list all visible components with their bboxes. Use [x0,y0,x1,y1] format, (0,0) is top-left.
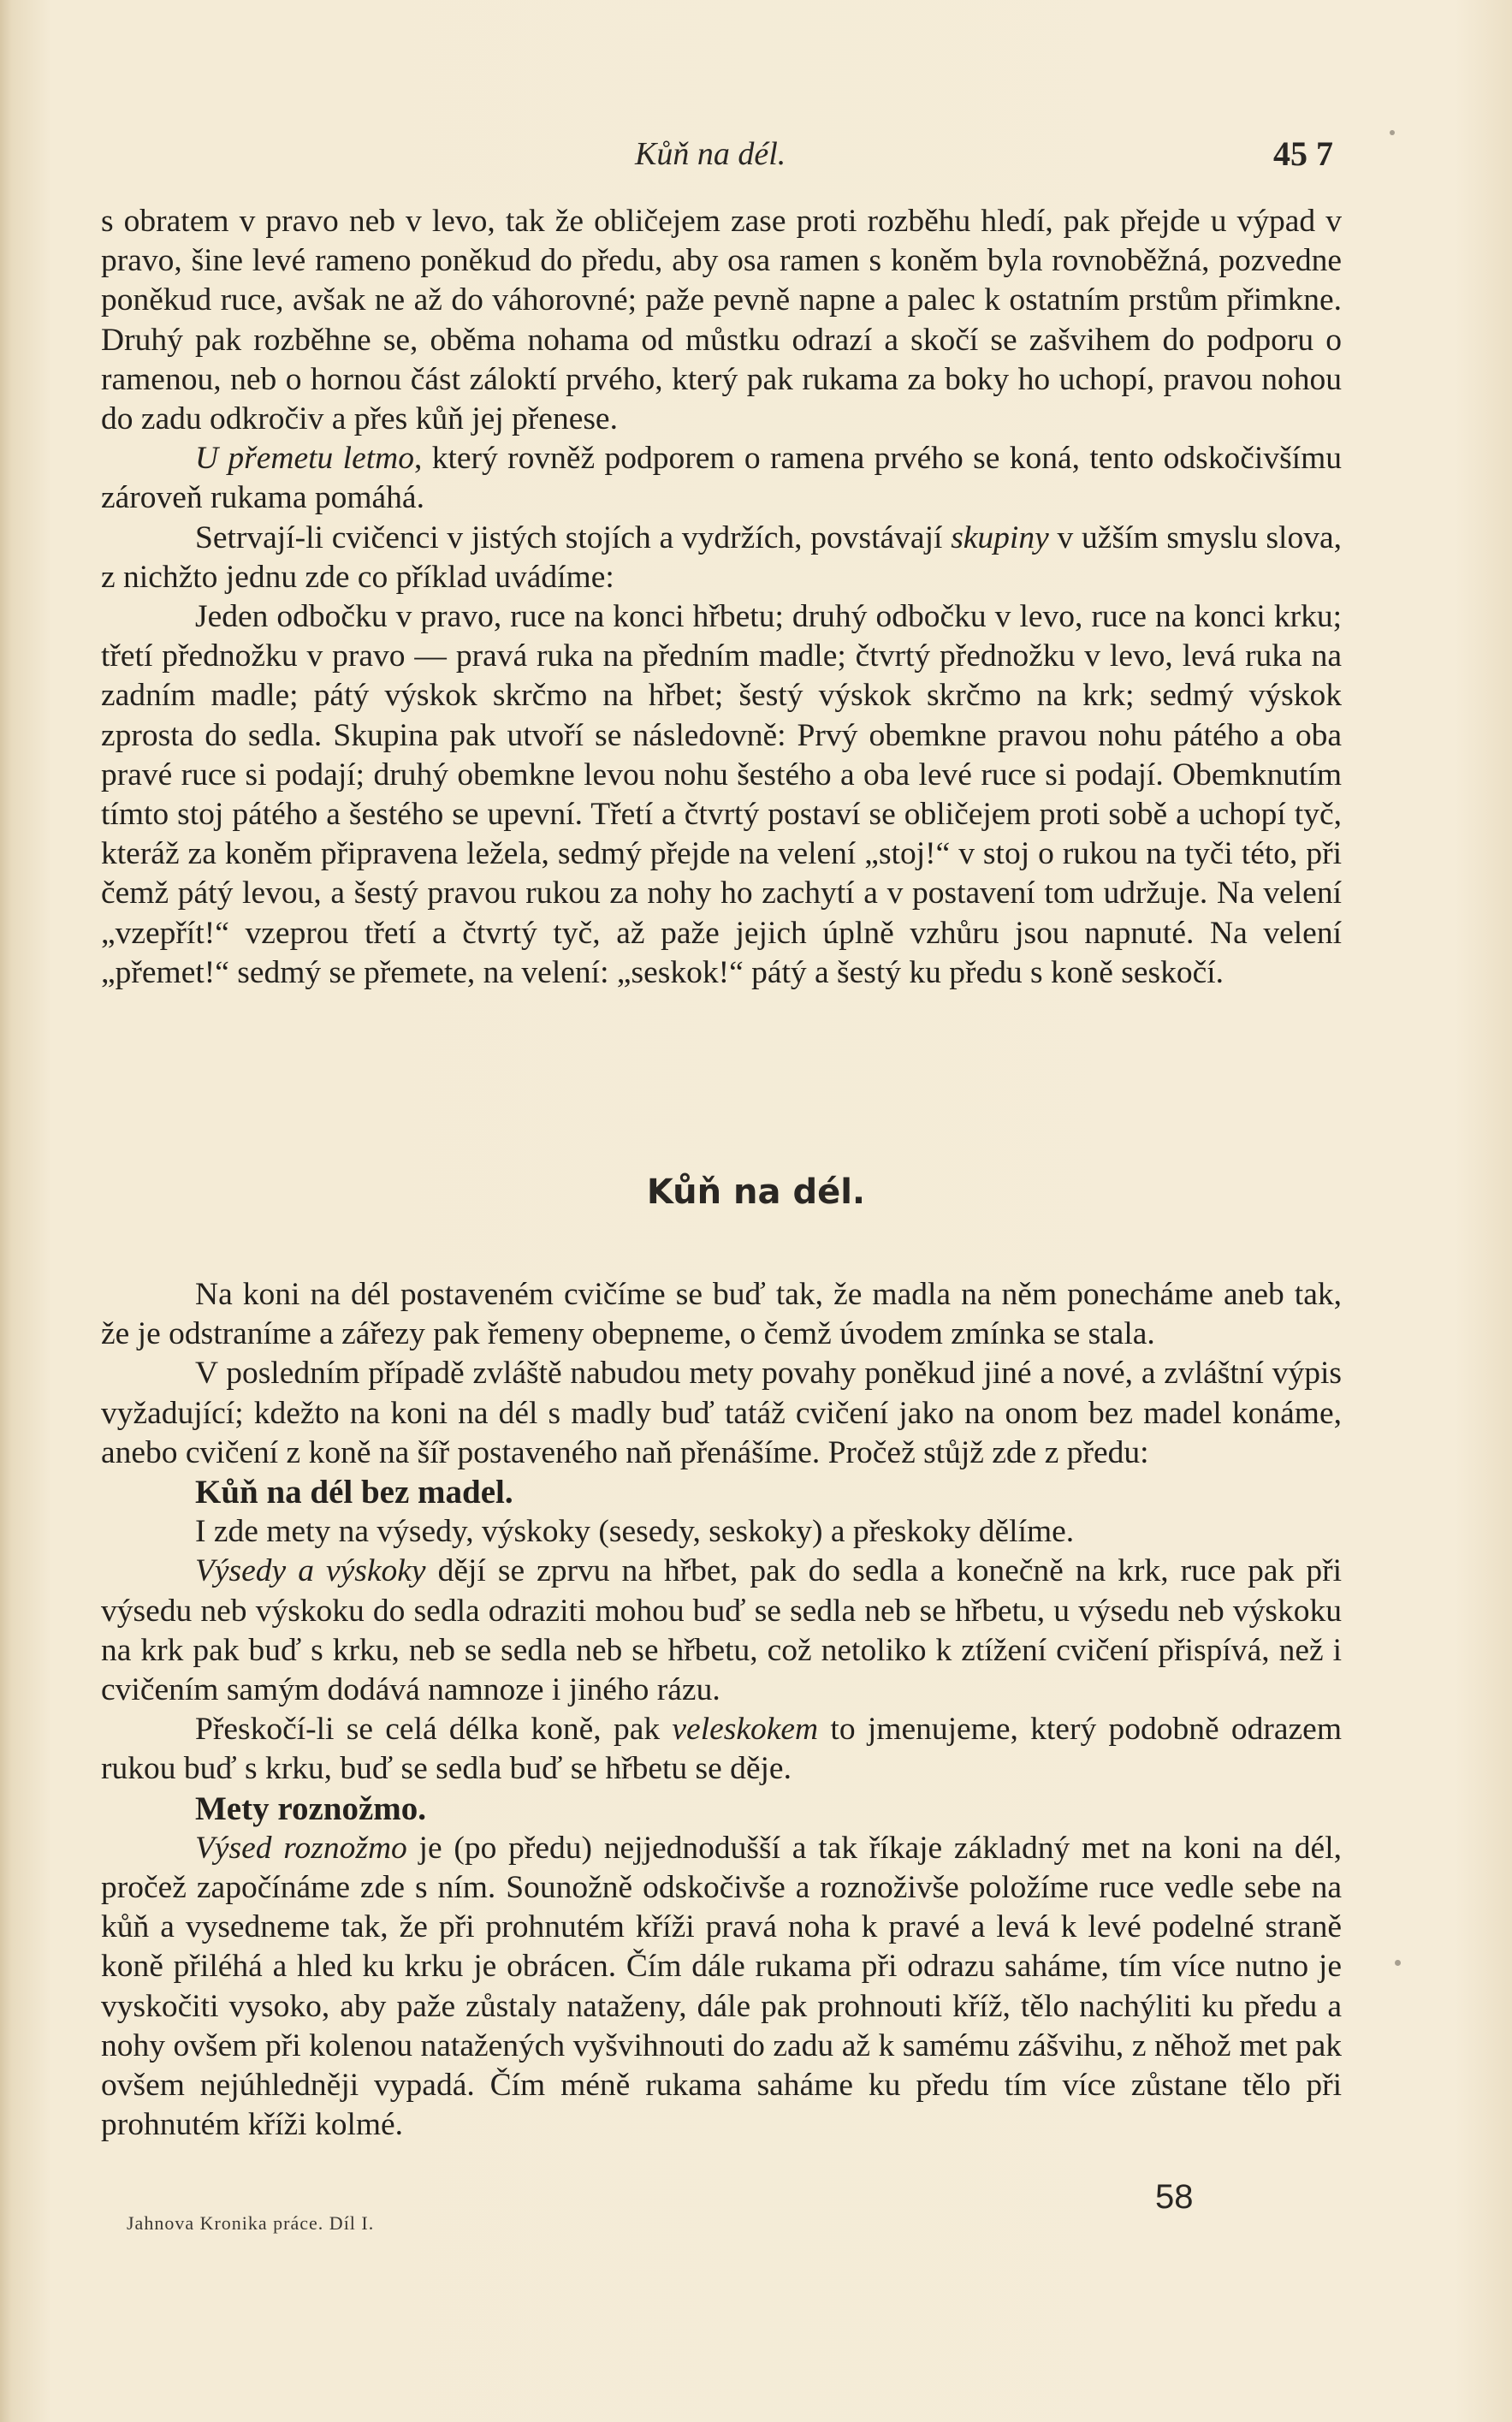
paragraph [101,519,1342,597]
paragraph [101,1829,1342,2146]
italic-term: skupiny [951,519,1049,555]
page-footer [0,2178,1512,2247]
printer-signature: Jahnova Kronika práce. Díl I. [127,2212,375,2234]
section-heading: Kůň na dél. [646,1172,866,1212]
paragraph: I zde mety na výsedy, výskoky (sesedy, seskoky) a přeskoky dělíme. [195,1514,1075,1550]
paragraph [101,1710,1342,1789]
paragraph-text: je (po předu) nejjednodušší a tak říkaje základný met na koni na dél, pročež započínáme zde s ním. Sounožně odskočivše a roznoživše položíme ruce vedle sebe na kůň a vysedneme tak, že při prohnutém kříži pravá noha k pravé a levá k levé podelné straně koně přiléhá a hled ku krku je obrácen. Čím dále rukama při odrazu saháme, tím více nutno je vyskočiti vysoko, aby paže zůstaly nataženy, dále pak prohnouti kříž, tělo nachýliti ku předu a nohy ovšem při kolenou natažených vyšvihnouti do zadu až k samému zášvihu, z něhož met pak ovšem nejúhledněji vypadá. Čím méně rukama saháme ku předu tím více zůstane tělo při prohnutém kříži kolmé. [101,1830,1342,2143]
paragraph: Na koni na dél postaveném cvičíme se buď tak, že madla na něm ponecháme aneb tak, že je odstraníme a zářezy pak řemeny obepneme, o čemž úvodem zmínka se stala. [101,1277,1342,1352]
italic-term: Výsed roznožmo [195,1830,407,1866]
italic-term: veleskokem [672,1712,819,1748]
running-title: Kůň na dél. [635,136,786,172]
italic-term: U přemetu letmo [195,441,414,477]
text-block-bottom [101,1275,1342,2145]
paragraph-text: dějí se zprvu na hřbet, pak do sedla a konečně na krk, ruce pak při výsedu neb výskoku do sedla odraziti mohou buď se sedla neb se hřbetu, u výsedu neb výskoku na krk pak buď s krku, neb se sedla neb se hřbetu, což netoliko k ztížení cvičení přispívá, než i cvičením samým dodává namnoze i jiného rázu. [101,1553,1343,1708]
paragraph: s obratem v pravo neb v levo, tak že obličejem zase proti rozběhu hledí, pak přejde u výpad v pravo, šine levé rameno poněkud do předu, aby osa ramen s koněm byla rovnoběžná, pozvedne poněkud ruce, avšak ne až do váhorovné; paže pevně napne a palec k ostatním prstům přimkne. Druhý pak rozběhne se, oběma nohama od můstku odrazí a skočí se zašvihem do podporu o ramenou, neb o hornou část záloktí prvého, který pak rukama za boky ho uchopí, pravou nohou do zadu odkročiv a přes kůň jej přenese. [101,204,1342,437]
paragraph-text: to jmenujeme, který podobně odrazem rukou buď s krku, buď se sedla buď se hřbetu se děje. [101,1712,1342,1787]
paragraph-text: , který rovněž podporem o ramena prvého se koná, tento odskočivšímu zároveň rukama pomáhá. [101,441,1342,516]
paper-spot [1395,1960,1401,1966]
paragraph-text: Přeskočí-li se celá délka koně, pak [195,1712,673,1748]
paragraph [101,1552,1342,1710]
paragraph-text: v užším smyslu slova, z nichžto jednu zde co příklad uvádíme: [101,519,1342,595]
paragraph [101,439,1342,518]
paragraph: V posledním případě zvláště nabudou mety povahy poněkud jiné a nové, a zvláštní výpis vyžadující; kdežto na koni na dél s madly buď tatáž cvičení jako na onom bez madel konáme, anebo cvičení z koně na šíř postaveného naň přenášíme. Pročež stůjž zde z předu: [101,1356,1342,1470]
text-block-top [101,202,1342,993]
italic-term: Výsedy a výskoky [195,1553,426,1589]
paragraph-text: Setrvají-li cvičenci v jistých stojích a vydržích, povstávají [195,519,952,555]
paragraph: Jeden odbočku v pravo, ruce na konci hřbetu; druhý odbočku v levo, ruce na konci krku; třetí přednožku v pravo — pravá ruka na předním madle; čtvrtý přednožku v levo, levá ruka na zadním madle; pátý výskok skrčmo na hřbet; šestý výskok skrčmo na krk; sedmý výskok zprosta do sedla. Skupina pak utvoří se následovně: Prvý obemkne pravou nohu pátého a oba pravé ruce si podají; druhý obemkne levou nohu šestého a oba levé ruce si podají. Obemknutím tímto stoj pátého a šestého se upevní. Třetí a čtvrtý postaví se obličejem proti sobě a uchopí tyč, kteráž za koněm připravena ležela, sedmý přejde na velení „stoj!“ v stoj o rukou na tyči této, při čemž pátý levou, a šestý pravou rukou za nohy ho zachytí a v postavení tom udržuje. Na velení „vzepřít!“ vzeprou třetí a čtvrtý tyč, až paže jejich úplně vzhůru jsou napnuté. Na velení „přemet!“ sedmý se přemete, na velení: „seskok!“ pátý a šestý ku předu s koně seskočí. [101,599,1342,990]
subheading: Mety roznožmo. [195,1790,427,1827]
page-number: 45 7 [1273,134,1333,173]
subheading: Kůň na dél bez madel. [195,1474,513,1511]
page-header [0,127,1512,178]
sheet-number: 58 [1155,2178,1194,2216]
